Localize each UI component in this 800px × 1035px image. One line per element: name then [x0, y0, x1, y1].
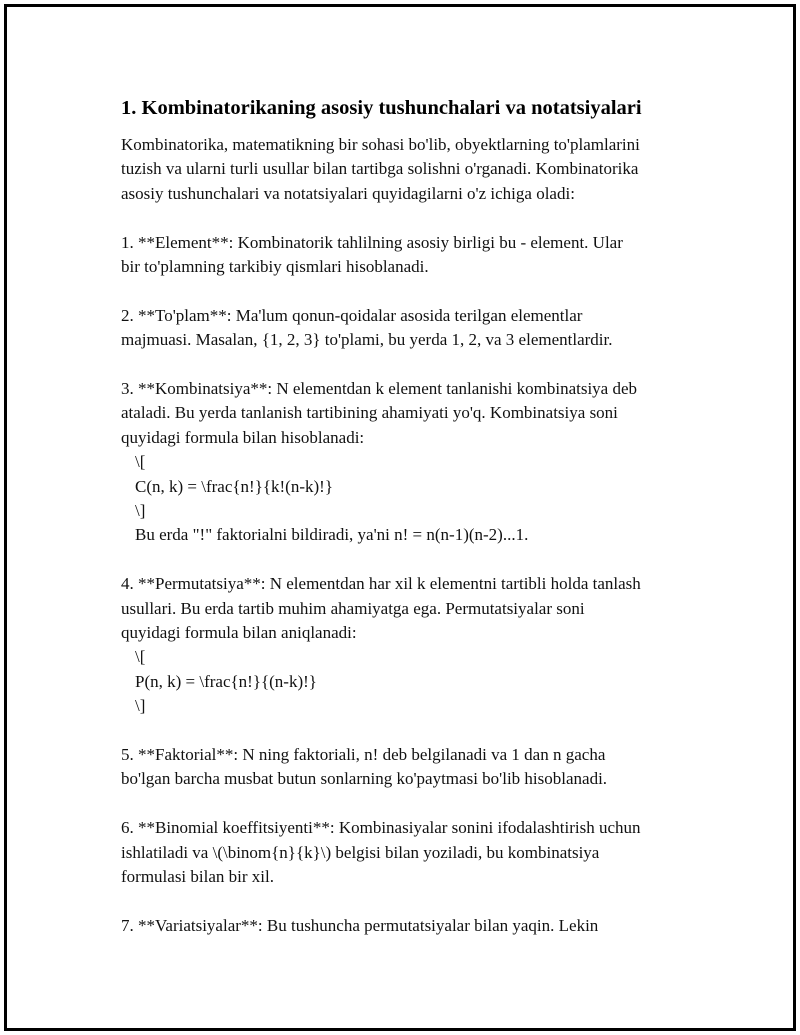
document-body	[121, 95, 701, 938]
item-kombinatsiya-line-3: quyidagi formula bilan hisoblanadi:	[121, 427, 365, 447]
item-element-line-1: 1. **Element**: Kombinatorik tahlilning asosiy birligi bu - element. Ular	[121, 232, 623, 252]
paragraph-gap	[121, 548, 701, 572]
item-toplam-line-2: majmuasi. Masalan, {1, 2, 3} to'plami, bu yerda 1, 2, va 3 elementlardir.	[121, 330, 613, 350]
item-permutatsiya-line-2: usullari. Bu erda tartib muhim ahamiyatga ega. Permutatsiyalar soni	[121, 598, 585, 618]
intro-line-1: Kombinatorika, matematikning bir sohasi bo'lib, obyektlarning to'plamlarini	[121, 135, 640, 154]
combination-formula: C(n, k) = \frac{n!}{k!(n-k)!}	[135, 476, 333, 496]
intro-line-2: tuzish va ularni turli usullar bilan tartibga solishni o'rganadi. Kombinatorika	[121, 159, 639, 179]
item-permutatsiya-line-3: quyidagi formula bilan aniqlanadi:	[121, 623, 357, 643]
item-binomial-line-1: 6. **Binomial koeffitsiyenti**: Kombinasiyalar sonini ifodalashtirish uchun	[121, 818, 641, 838]
formula-open-bracket: \[	[135, 452, 146, 472]
item-element-line-2: bir to'plamning tarkibiy qismlari hisoblanadi.	[121, 257, 429, 277]
formula-open-bracket: \[	[135, 647, 146, 667]
permutation-formula: P(n, k) = \frac{n!}{(n-k)!}	[135, 671, 317, 691]
item-kombinatsiya-line-2: ataladi. Bu yerda tanlanish tartibining ahamiyati yo'q. Kombinatsiya soni	[121, 403, 618, 423]
paragraph-gap	[121, 206, 701, 230]
item-variatsiyalar-line-1: 7. **Variatsiyalar**: Bu tushuncha permutatsiyalar bilan yaqin. Lekin	[121, 915, 599, 935]
intro-line-3: asosiy tushunchalari va notatsiyalari quyidagilarni o'z ichiga oladi:	[121, 183, 575, 203]
paragraph-gap	[121, 890, 701, 914]
paragraph-gap	[121, 353, 701, 377]
document-page	[4, 4, 796, 1031]
item-toplam-line-1: 2. **To'plam**: Ma'lum qonun-qoidalar asosida terilgan elementlar	[121, 305, 583, 325]
section-heading: 1. Kombinatorikaning asosiy tushunchalari va notatsiyalari	[121, 97, 642, 119]
item-faktorial-line-2: bo'lgan barcha musbat butun sonlarning ko'paytmasi bo'lib hisoblanadi.	[121, 769, 608, 789]
paragraph-gap	[121, 719, 701, 743]
item-faktorial-line-1: 5. **Faktorial**: N ning faktoriali, n! deb belgilanadi va 1 dan n gacha	[121, 745, 606, 765]
item-binomial-line-2: ishlatiladi va \(\binom{n}{k}\) belgisi bilan yoziladi, bu kombinatsiya	[121, 842, 600, 862]
paragraph-gap	[121, 279, 701, 303]
item-permutatsiya-line-1: 4. **Permutatsiya**: N elementdan har xil k elementni tartibli holda tanlash	[121, 574, 641, 594]
formula-close-bracket: \]	[135, 696, 146, 716]
item-binomial-line-3: formulasi bilan bir xil.	[121, 867, 274, 887]
paragraph-gap	[121, 792, 701, 816]
factorial-note: Bu erda "!" faktorialni bildiradi, ya'ni n! = n(n-1)(n-2)...1.	[135, 525, 529, 545]
formula-close-bracket: \]	[135, 501, 146, 521]
item-kombinatsiya-line-1: 3. **Kombinatsiya**: N elementdan k element tanlanishi kombinatsiya deb	[121, 379, 638, 399]
